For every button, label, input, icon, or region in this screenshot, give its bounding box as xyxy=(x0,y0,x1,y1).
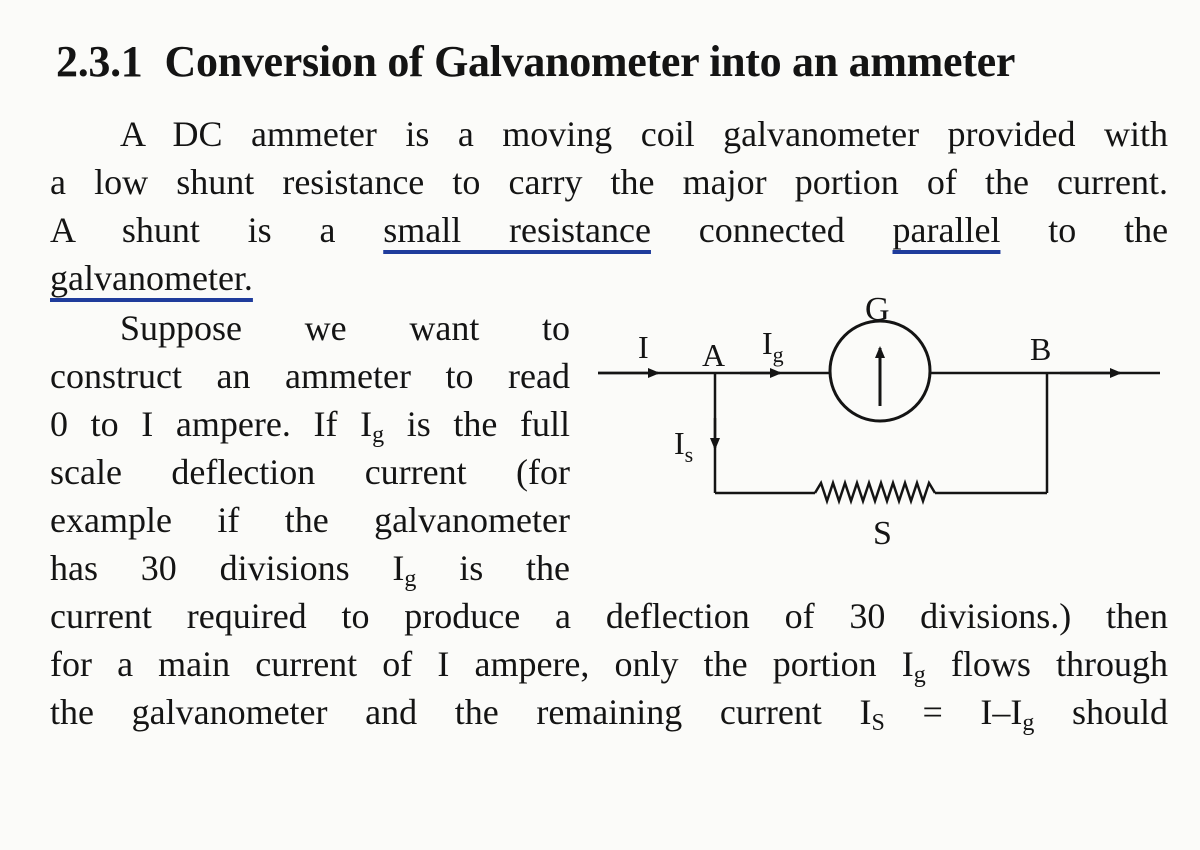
para2-line6 xyxy=(50,548,570,592)
para2-line1 xyxy=(50,310,570,346)
para2-line3 xyxy=(50,404,570,448)
section-number: 2.3.1 xyxy=(56,37,143,86)
text-span: connected xyxy=(698,210,845,250)
text-span: flows through xyxy=(925,644,1168,684)
text-span: = I–I xyxy=(884,692,1023,732)
label-Ig-main: I xyxy=(762,325,773,361)
text-span: the galvanometer and the remaining current I xyxy=(50,692,872,732)
label-Is xyxy=(674,425,693,467)
label-Ig xyxy=(762,325,784,367)
para2-line5: example if the galvanometer xyxy=(50,500,570,540)
text-span: A shunt is a xyxy=(50,210,336,250)
underlined-galvanometer: galvanometer. xyxy=(50,258,253,298)
label-Is-main: I xyxy=(674,425,685,461)
subscript: g xyxy=(372,422,385,448)
para2-line8 xyxy=(50,644,1168,688)
para1-line1 xyxy=(50,116,1168,152)
text-span: 0 to I ampere. If I xyxy=(50,404,373,444)
section-heading xyxy=(56,36,1015,87)
label-I: I xyxy=(638,329,649,365)
underlined-parallel: parallel xyxy=(892,210,1001,250)
para2-line7: current required to produce a deflection of 30 divisions.) then xyxy=(50,596,1168,636)
underlined-small-resistance: small resistance xyxy=(383,210,651,250)
label-Ig-sub: g xyxy=(772,342,784,367)
para1-line3 xyxy=(50,212,1168,248)
text-span: for a main current of I ampere, only the portion I xyxy=(50,644,914,684)
text-span: has 30 divisions I xyxy=(50,548,405,588)
circuit-diagram xyxy=(590,288,1170,558)
para2-line2: construct an ammeter to read xyxy=(50,356,570,396)
text-span: is the xyxy=(416,548,570,588)
para1-line2: a low shunt resistance to carry the major portion of the current. xyxy=(50,162,1168,202)
text-span: Suppose we want to xyxy=(120,308,570,348)
label-S: S xyxy=(873,515,892,552)
subscript: g xyxy=(913,662,926,688)
shunt-resistor-zigzag xyxy=(815,483,935,501)
label-Is-sub: s xyxy=(684,442,694,467)
subscript: g xyxy=(1022,710,1035,736)
para2-line9 xyxy=(50,692,1168,736)
label-B: B xyxy=(1030,331,1052,367)
label-A: A xyxy=(702,337,726,373)
text-span: should xyxy=(1034,692,1168,732)
label-G: G xyxy=(865,291,890,328)
para2-line4: scale deflection current (for xyxy=(50,452,570,492)
subscript: g xyxy=(404,566,417,592)
section-title: Conversion of Galvanometer into an ammeter xyxy=(164,37,1016,86)
text-span: to the xyxy=(1048,210,1169,250)
text-span: A DC ammeter is a moving coil galvanometer provided with xyxy=(120,114,1168,154)
text-span: is the full xyxy=(384,404,570,444)
subscript: S xyxy=(871,710,885,736)
